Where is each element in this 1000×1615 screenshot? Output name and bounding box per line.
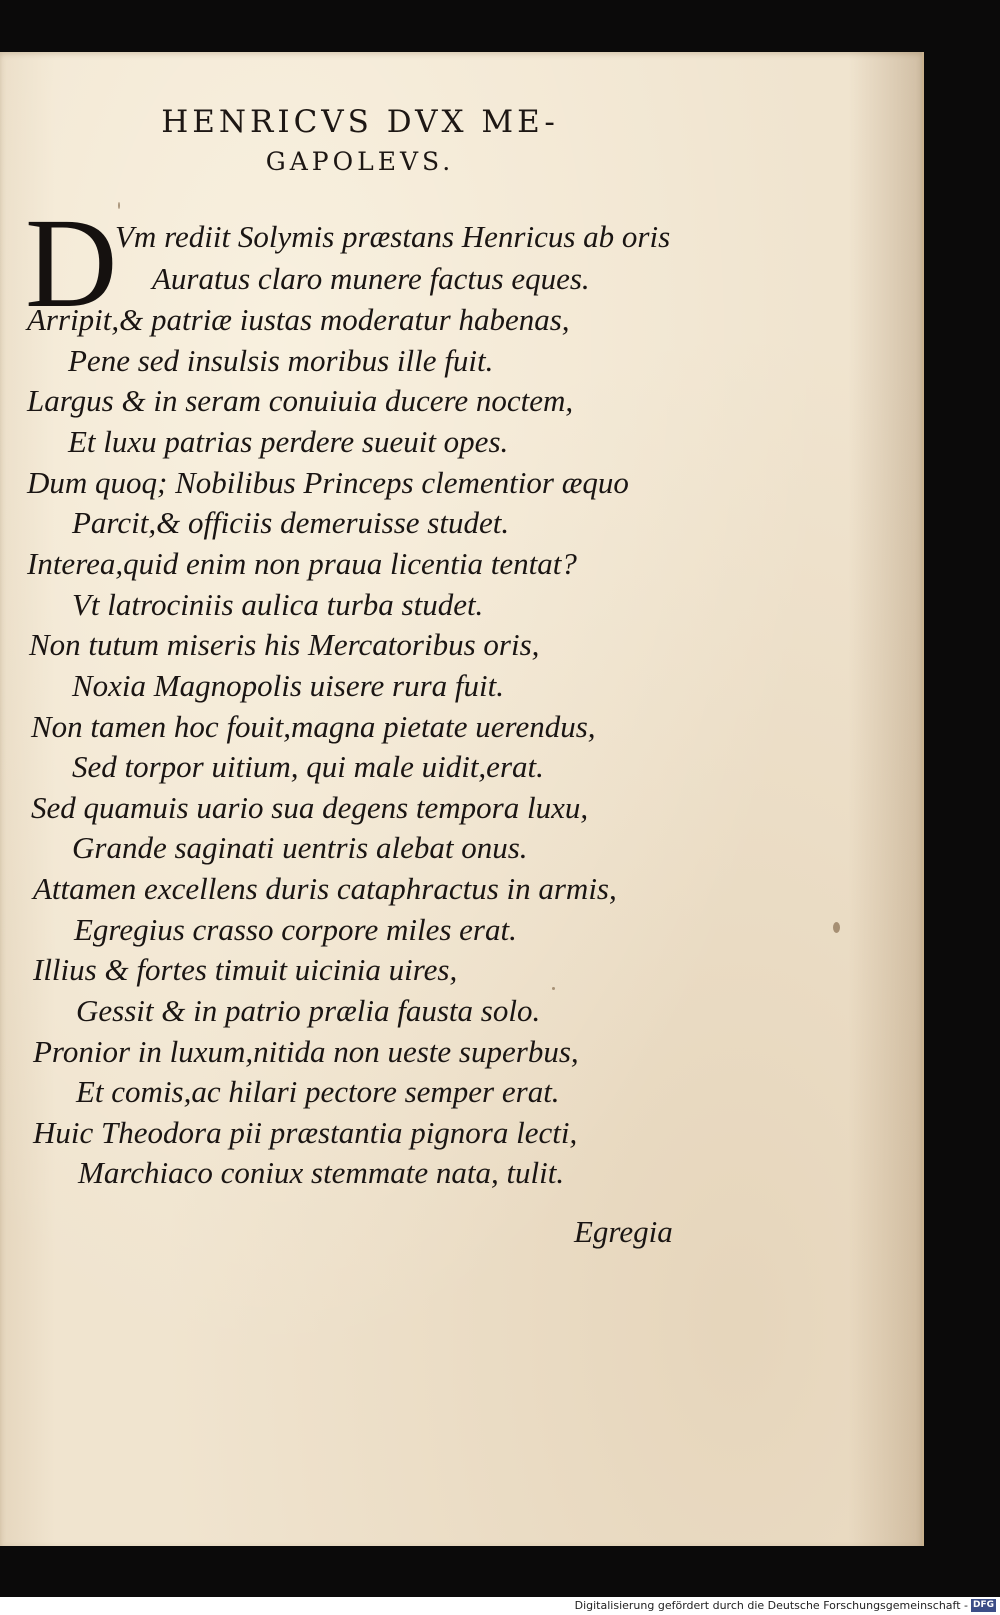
verse-line: Gessit & in patrio prælia fausta solo. — [76, 993, 541, 1028]
dfg-logo-icon: DFG — [972, 1600, 994, 1610]
verse-line: Arripit,& patriæ iustas moderatur habenas, — [27, 302, 570, 337]
verse-line: Et luxu patrias perdere sueuit opes. — [68, 424, 509, 459]
verse-line: Egregius crasso corpore miles erat. — [74, 912, 517, 947]
verse-line: Sed quamuis uario sua degens tempora luxu, — [31, 790, 589, 825]
verse-line: Marchiaco coniux stemmate nata, tulit. — [78, 1155, 565, 1190]
verse-line: Non tamen hoc fouit,magna pietate uerendus, — [31, 709, 596, 744]
verse-line: Pene sed insulsis moribus ille fuit. — [68, 343, 494, 378]
paper-stain — [552, 987, 555, 990]
drop-cap: D — [25, 192, 118, 334]
title-line-1: HENRICVS DVX ME- — [161, 104, 559, 140]
verse-line: Et comis,ac hilari pectore semper erat. — [76, 1074, 560, 1109]
verse-line: Non tutum miseris his Mercatoribus oris, — [29, 627, 540, 662]
verse-line: Vt latrociniis aulica turba studet. — [72, 587, 484, 622]
paper-stain — [833, 922, 840, 933]
verse-line: Interea,quid enim non praua licentia tentat? — [27, 546, 577, 581]
digitization-credit: Digitalisierung gefördert durch die Deutsche Forschungsgemeinschaft - — [574, 1599, 968, 1612]
verse-line: Huic Theodora pii præstantia pignora lecti, — [33, 1115, 578, 1150]
verse-line: Parcit,& officiis demeruisse studet. — [72, 505, 510, 540]
catchword: Egregia — [574, 1214, 673, 1249]
verse-line: Pronior in luxum,nitida non ueste superbus, — [33, 1034, 579, 1069]
verse-line: Sed torpor uitium, qui male uidit,erat. — [72, 749, 544, 784]
verse-line: Dum quoq; Nobilibus Princeps clementior æquo — [27, 465, 629, 500]
verse-line: Auratus claro munere factus eques. — [152, 261, 590, 296]
verse-line: Grande saginati uentris alebat onus. — [72, 830, 528, 865]
verse-line: Attamen excellens duris cataphractus in armis, — [33, 871, 617, 906]
verse-line: Vm rediit Solymis præstans Henricus ab oris — [115, 219, 671, 254]
paper-stain — [118, 202, 120, 209]
verse-line: Largus & in seram conuiuia ducere noctem, — [27, 383, 574, 418]
title-line-2: GAPOLEVS. — [265, 147, 455, 176]
verse-line: Illius & fortes timuit uicinia uires, — [33, 952, 458, 987]
verse-line: Noxia Magnopolis uisere rura fuit. — [72, 668, 504, 703]
